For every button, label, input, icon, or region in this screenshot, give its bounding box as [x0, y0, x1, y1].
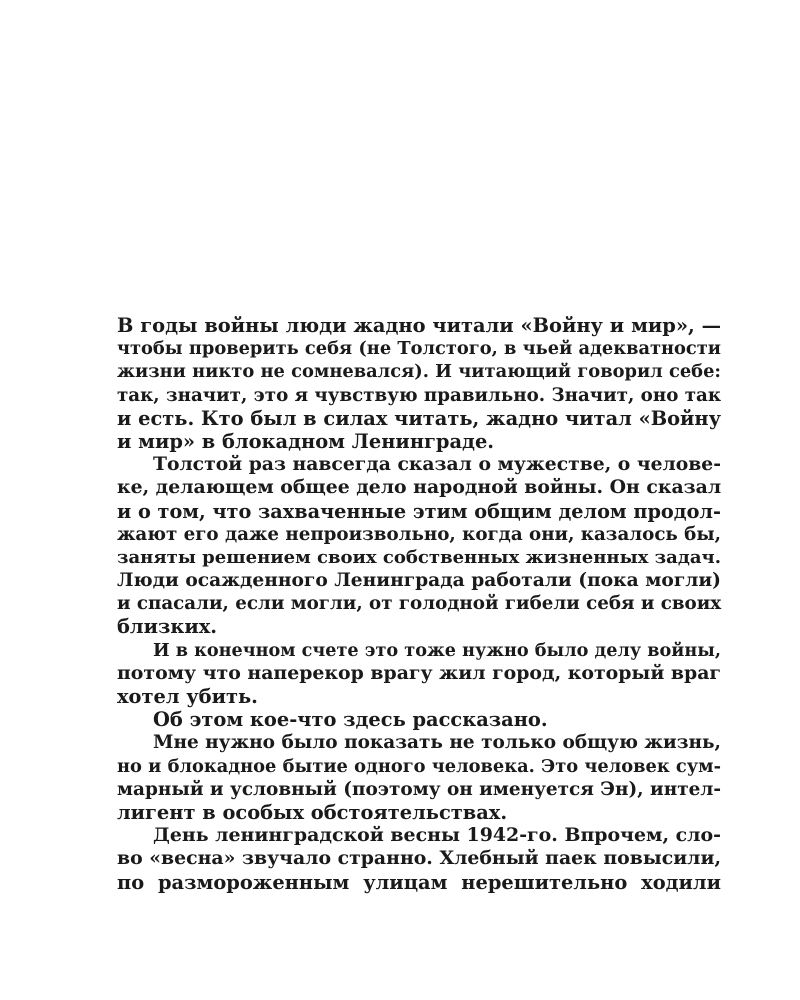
text-line: Люди осажденного Ленинграда работали (пока могли): [117, 569, 721, 592]
paragraph-1: [117, 314, 721, 453]
paragraph-4: [117, 708, 721, 731]
text-line: но и блокадное бытие одного человека. Это человек сум-: [117, 755, 721, 777]
text-line: жизни никто не сомневался). И читающий говорил себе:: [117, 361, 721, 383]
text-line: во «весна» звучало странно. Хлебный паек повысили,: [117, 847, 721, 870]
text-line: и спасали, если могли, от голодной гибели себя и своих: [117, 593, 722, 615]
text-line: ке, делающем общее дело народной войны. Он сказал: [117, 476, 722, 499]
text-line: хотел убить.: [117, 685, 258, 708]
text-line: День ленинградской весны 1942-го. Впрочем, сло-: [153, 824, 721, 847]
paragraph-2: [117, 453, 721, 639]
text-line: потому что наперекор врагу жил город, который враг: [117, 661, 721, 684]
paragraph-5: [117, 731, 721, 824]
text-line: так, значит, это я чувствую правильно. Значит, оно так: [117, 384, 721, 406]
text-line: чтобы проверить себя (не Толстого, в чьей адекватности: [117, 338, 721, 360]
text-line: заняты решением своих собственных жизненных задач.: [117, 546, 721, 568]
text-line: Мне нужно было показать не только общую жизнь,: [153, 732, 721, 754]
paragraph-3: [117, 639, 721, 709]
text-line: по размороженным улицам нерешительно ходили: [117, 870, 721, 894]
text-line: и мир» в блокадном Ленинграде.: [117, 429, 495, 453]
text-line: Толстой раз навсегда сказал о мужестве, о челове-: [153, 453, 721, 476]
text-line: жают его даже непроизвольно, когда они, казалось бы,: [117, 523, 721, 545]
text-line: и о том, что захваченные этим общим делом продол-: [117, 499, 721, 523]
text-line: И в конечном счете это тоже нужно было делу войны,: [153, 639, 721, 661]
text-line: Об этом кое-что здесь рассказано.: [153, 708, 548, 732]
text-line: близких.: [117, 615, 218, 639]
paragraph-6: [117, 824, 721, 894]
body-text: [117, 314, 721, 894]
text-line: марный и условный (поэтому он именуется Эн), интел-: [117, 778, 721, 800]
text-line: и есть. Кто был в силах читать, жадно читал «Войну: [117, 406, 721, 430]
text-line: В годы войны люди жадно читали «Войну и мир», —: [117, 314, 721, 337]
text-line: лигент в особых обстоятельствах.: [117, 800, 508, 824]
